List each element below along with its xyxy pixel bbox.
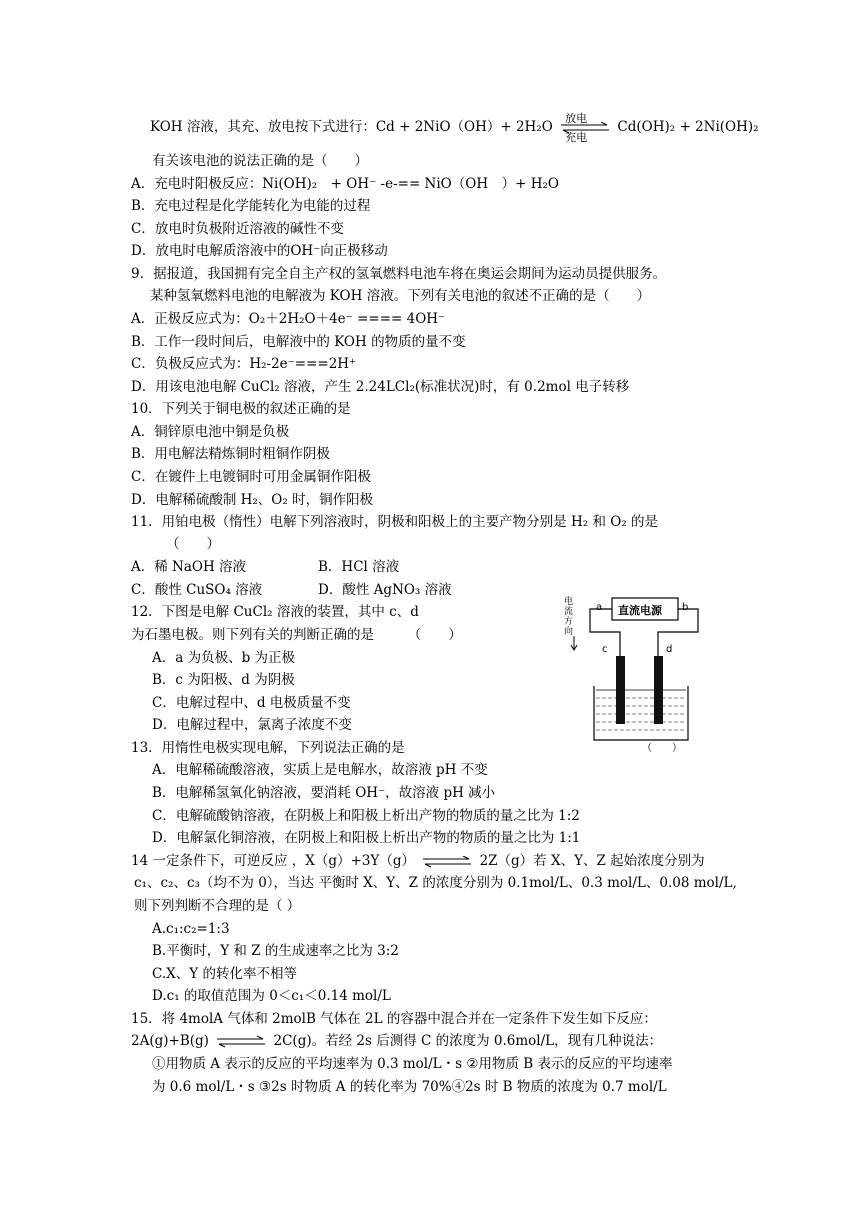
equilibrium-arrow-icon — [419, 856, 475, 868]
q11-option-b: B．HCl 溶液 — [318, 559, 400, 575]
q14-option-d: D.c₁ 的取值范围为 0＜c₁＜0.14 mol/L — [152, 988, 391, 1004]
diagram-paren: （ ） — [642, 743, 682, 754]
q15-reaction-left: 2A(g)+B(g) — [131, 1033, 209, 1049]
reversible-arrow — [557, 111, 613, 144]
q12-option-c: C．电解过程中、d 电极质量不变 — [152, 695, 351, 711]
equation-right: Cd(OH)₂ + 2Ni(OH)₂ — [617, 119, 759, 135]
q12-option-a: A．a 为负极、b 为正极 — [152, 650, 296, 666]
q13-stem: 13．用惰性电极实现电解，下列说法正确的是 — [131, 740, 405, 756]
electrolysis-diagram — [560, 590, 710, 758]
q9-option-d: D．用该电池电解 CuCl₂ 溶液，产生 2.24LCl₂(标准状况)时，有 0.2mol 电子转移 — [131, 379, 630, 395]
q13-option-a: A．电解稀硫酸溶液，实质上是电解水，故溶液 pH 不变 — [152, 762, 488, 778]
q9-stem: 9．据报道，我国拥有完全自主产权的氢氧燃料电池车将在奥运会期间为运动员提供服务。 — [131, 266, 667, 282]
q14-option-b: B.平衡时，Y 和 Z 的生成速率之比为 3:2 — [152, 943, 399, 959]
arrow-label-charge: 充电 — [565, 130, 588, 144]
q15-stem: 15．将 4molA 气体和 2molB 气体在 2L 的容器中混合并在一定条件下发生如下反应： — [131, 1011, 657, 1027]
terminal-a-label: a — [596, 602, 603, 613]
q10-option-c: C．在镀件上电镀铜时可用金属铜作阳极 — [131, 469, 371, 485]
q10-option-a: A．铜锌原电池中铜是负极 — [131, 424, 290, 440]
q13-option-c: C．电解硫酸钠溶液，在阴极上和阳极上析出产物的物质的量之比为 1:2 — [152, 808, 580, 824]
q14-reaction-right: 2Z（g）若 X、Y、Z 起始浓度分别为 — [479, 853, 705, 869]
equation-left: KOH 溶液，其充、放电按下式进行：Cd + 2NiO（OH）+ 2H₂O — [150, 119, 553, 135]
q13-option-b: B．电解稀氢氧化钠溶液，要消耗 OH⁻，故溶液 pH 减小 — [152, 785, 496, 801]
q13-option-d: D．电解氯化铜溶液，在阴极上和阳极上析出产物的物质的量之比为 1:1 — [152, 830, 581, 846]
q8-stem: 有关该电池的说法正确的是（ ） — [152, 153, 368, 169]
q15-statements-2: 为 0.6 mol/L・s ③2s 时物质 A 的转化率为 70%④2s 时 B 物质的浓度为 0.7 mol/L — [152, 1079, 667, 1095]
electrode-d — [654, 656, 663, 724]
q8-option-c: C．放电时负极附近溶液的碱性不变 — [131, 221, 344, 237]
q11-option-c: C．酸性 CuSO₄ 溶液 — [131, 582, 263, 598]
electrode-d-label: d — [666, 644, 673, 655]
q10-option-d: D．电解稀硫酸制 H₂、O₂ 时，铜作阳极 — [131, 492, 374, 508]
q11-option-a: A．稀 NaOH 溶液 — [131, 559, 247, 575]
q12-stem-2: 为石墨电极。则下列有关的判断正确的是 （ ） — [131, 627, 462, 643]
q10-option-b: B．用电解法精炼铜时粗铜作阴极 — [131, 446, 330, 462]
beaker — [594, 686, 688, 740]
q11-stem: 11．用铂电极（惰性）电解下列溶液时，阴极和阳极上的主要产物分别是 H₂ 和 O₂ 的是 — [131, 514, 659, 530]
q12-stem: 12．下图是电解 CuCl₂ 溶液的装置，其中 c、d — [131, 604, 419, 620]
battery-equation — [150, 111, 759, 144]
q9-option-c: C．负极反应式为：H₂-2e⁻===2H⁺ — [131, 356, 357, 372]
q14-stem-2: c₁、c₂、c₃（均不为 0），当达 平衡时 X、Y、Z 的浓度分别为 0.1mol/L、0.3 mol/L、0.08 mol/L, — [134, 875, 737, 891]
equilibrium-arrow-icon — [213, 1036, 269, 1048]
q9-stem-2: 某种氢氧燃料电池的电解液为 KOH 溶液。下列有关电池的叙述不正确的是（ ） — [150, 288, 651, 304]
q15-reaction — [131, 1032, 662, 1050]
q10-stem: 10．下列关于铜电极的叙述正确的是 — [131, 401, 351, 417]
q8-option-d: D．放电时电解质溶液中的OH⁻向正极移动 — [131, 243, 388, 259]
power-source-label: 直流电源 — [618, 604, 662, 617]
q9-option-a: A．正极反应式为：O₂＋2H₂O＋4e⁻ ==== 4OH⁻ — [131, 311, 446, 327]
q12-option-b: B．c 为阳极、d 为阴极 — [152, 672, 295, 688]
current-direction-label: 电流方向 — [564, 597, 574, 637]
q8-option-a: A．充电时阳极反应：Ni(OH)₂ + OH⁻ -e-== NiO（OH ）+ H₂O — [131, 176, 559, 192]
q8-option-b: B．充电过程是化学能转化为电能的过程 — [131, 198, 371, 214]
q9-option-b: B．工作一段时间后，电解液中的 KOH 的物质的量不变 — [131, 334, 466, 350]
q14-reaction-left: 14 一定条件下，可逆反应 ，X（g）+3Y（g） — [131, 853, 415, 869]
q14-option-c: C.X、Y 的转化率不相等 — [152, 966, 297, 982]
q15-statements-1: ①用物质 A 表示的反应的平均速率为 0.3 mol/L・s ②用物质 B 表示的反应的平均速率 — [152, 1056, 673, 1072]
terminal-b-label: b — [682, 602, 689, 613]
q11-option-d: D．酸性 AgNO₃ 溶液 — [318, 582, 452, 598]
q15-reaction-right: 2C(g)。若经 2s 后测得 C 的浓度为 0.6mol/L，现有几种说法： — [273, 1033, 663, 1049]
q12-option-d: D．电解过程中，氯离子浓度不变 — [152, 717, 352, 733]
q14-stem — [131, 852, 705, 870]
q14-stem-3: 则下列判断不合理的是（ ） — [134, 898, 301, 914]
q14-option-a: A.c₁:c₂=1:3 — [152, 921, 230, 937]
q11-paren: （ ） — [166, 536, 220, 552]
arrow-label-discharge: 放电 — [565, 111, 588, 125]
electrode-c — [616, 656, 625, 724]
electrode-c-label: c — [602, 644, 608, 655]
